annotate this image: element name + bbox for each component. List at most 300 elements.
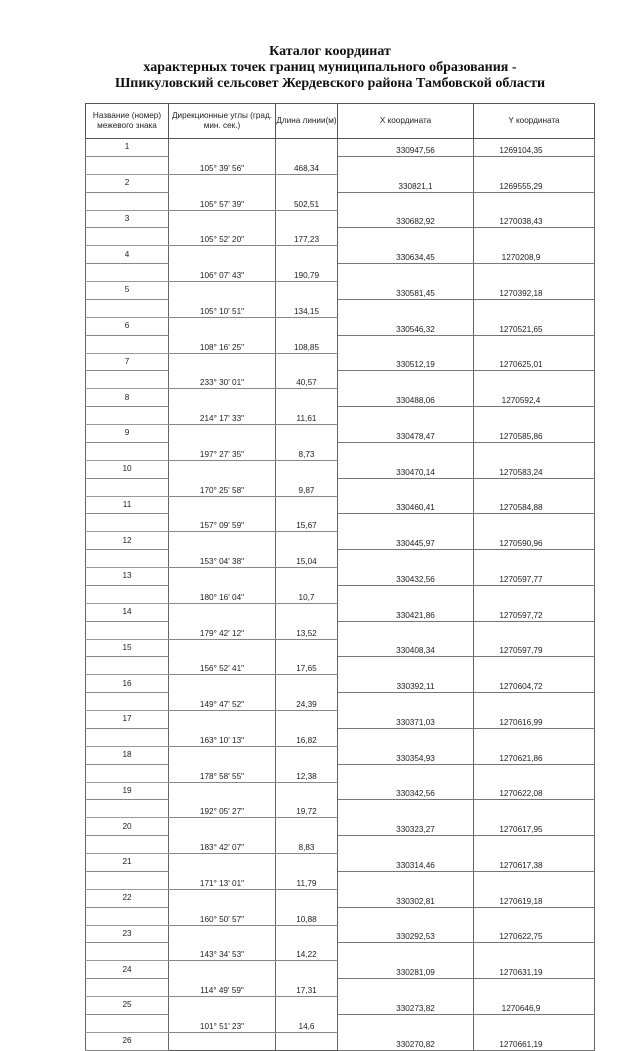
point-row: [86, 246, 595, 264]
length-cell-empty: [276, 425, 338, 443]
point-number: 12: [86, 532, 169, 550]
length-cell-empty: [276, 282, 338, 300]
y-cell-empty: [474, 478, 595, 496]
point-row: [86, 961, 595, 979]
point-number: 18: [86, 746, 169, 764]
segment-row: [86, 478, 595, 496]
y-cell-empty: [474, 156, 595, 174]
y-cell-empty: [474, 871, 595, 889]
y-coordinate: 1270597,72: [474, 603, 595, 621]
segment-name-empty: [86, 836, 169, 854]
point-row: [86, 210, 595, 228]
length-cell-empty: [276, 854, 338, 872]
x-cell-empty: [338, 800, 474, 818]
title-line-1: Каталог координат: [269, 44, 391, 59]
segment-name-empty: [86, 371, 169, 389]
segment-name-empty: [86, 907, 169, 925]
direction-angle: 105° 10' 51": [169, 299, 276, 317]
direction-angle: 183° 42' 07": [169, 836, 276, 854]
y-coordinate: 1269104,35: [474, 139, 595, 157]
segment-row: [86, 836, 595, 854]
line-length: 17,31: [276, 979, 338, 997]
direction-angle: 105° 52' 20": [169, 228, 276, 246]
header-length: Длина линии(м): [276, 104, 338, 139]
x-coordinate: 330432,56: [338, 568, 474, 586]
x-cell-empty: [338, 264, 474, 282]
direction-angle: 197° 27' 35": [169, 442, 276, 460]
point-number: 19: [86, 782, 169, 800]
line-length: 17,65: [276, 657, 338, 675]
x-coordinate: 330546,32: [338, 317, 474, 335]
y-coordinate: 1270585,86: [474, 425, 595, 443]
y-coordinate: 1270622,75: [474, 925, 595, 943]
segment-name-empty: [86, 800, 169, 818]
direction-angle: 163° 10' 13": [169, 728, 276, 746]
point-row: [86, 174, 595, 192]
point-number: 23: [86, 925, 169, 943]
x-coordinate: 330270,82: [338, 1032, 474, 1050]
length-cell-empty: [276, 317, 338, 335]
point-row: [86, 782, 595, 800]
y-cell-empty: [474, 192, 595, 210]
point-row: [86, 1032, 595, 1050]
point-row: [86, 425, 595, 443]
x-coordinate: 330371,03: [338, 711, 474, 729]
line-length: 12,38: [276, 764, 338, 782]
point-number: 22: [86, 889, 169, 907]
direction-angle: 192° 05' 27": [169, 800, 276, 818]
y-coordinate: 1270597,77: [474, 568, 595, 586]
length-cell-empty: [276, 889, 338, 907]
x-coordinate: 330488,06: [338, 389, 474, 407]
line-length: 134,15: [276, 299, 338, 317]
y-cell-empty: [474, 228, 595, 246]
direction-angle: 106° 07' 43": [169, 264, 276, 282]
point-number: 15: [86, 639, 169, 657]
angle-cell-empty: [169, 997, 276, 1015]
segment-row: [86, 871, 595, 889]
point-row: [86, 854, 595, 872]
direction-angle: 180° 16' 04": [169, 585, 276, 603]
x-cell-empty: [338, 192, 474, 210]
segment-name-empty: [86, 728, 169, 746]
segment-name-empty: [86, 585, 169, 603]
angle-cell-empty: [169, 317, 276, 335]
x-coordinate: 330354,93: [338, 746, 474, 764]
point-number: 2: [86, 174, 169, 192]
angle-cell-empty: [169, 353, 276, 371]
y-cell-empty: [474, 299, 595, 317]
y-cell-empty: [474, 693, 595, 711]
segment-name-empty: [86, 657, 169, 675]
angle-cell-empty: [169, 425, 276, 443]
segment-name-empty: [86, 943, 169, 961]
segment-name-empty: [86, 442, 169, 460]
title-line-2: характерных точек границ муниципального образования -: [143, 60, 517, 75]
x-cell-empty: [338, 871, 474, 889]
table-body: [86, 139, 595, 1051]
x-cell-empty: [338, 299, 474, 317]
segment-name-empty: [86, 693, 169, 711]
point-number: 25: [86, 997, 169, 1015]
point-row: [86, 639, 595, 657]
y-cell-empty: [474, 1014, 595, 1032]
segment-name-empty: [86, 228, 169, 246]
point-row: [86, 568, 595, 586]
point-number: 11: [86, 496, 169, 514]
length-cell-empty: [276, 961, 338, 979]
y-coordinate: 1270619,18: [474, 889, 595, 907]
angle-cell-empty: [169, 782, 276, 800]
angle-cell-empty: [169, 961, 276, 979]
segment-row: [86, 800, 595, 818]
x-coordinate: 330634,45: [338, 246, 474, 264]
point-row: [86, 389, 595, 407]
x-cell-empty: [338, 156, 474, 174]
angle-cell-empty: [169, 1032, 276, 1050]
y-coordinate: 1270622,08: [474, 782, 595, 800]
point-row: [86, 925, 595, 943]
y-coordinate: 1270625,01: [474, 353, 595, 371]
x-coordinate: 330460,41: [338, 496, 474, 514]
segment-name-empty: [86, 192, 169, 210]
segment-name-empty: [86, 764, 169, 782]
angle-cell-empty: [169, 746, 276, 764]
header-y: Y координата: [474, 104, 595, 139]
length-cell-empty: [276, 353, 338, 371]
line-length: 108,85: [276, 335, 338, 353]
x-cell-empty: [338, 693, 474, 711]
line-length: 9,87: [276, 478, 338, 496]
direction-angle: 105° 39' 56": [169, 156, 276, 174]
y-coordinate: 1270646,9: [474, 997, 595, 1015]
y-cell-empty: [474, 407, 595, 425]
x-cell-empty: [338, 407, 474, 425]
x-cell-empty: [338, 943, 474, 961]
segment-row: [86, 407, 595, 425]
x-coordinate: 330682,92: [338, 210, 474, 228]
line-length: 11,61: [276, 407, 338, 425]
angle-cell-empty: [169, 818, 276, 836]
y-cell-empty: [474, 335, 595, 353]
y-cell-empty: [474, 442, 595, 460]
segment-row: [86, 156, 595, 174]
document-title: [80, 44, 580, 92]
segment-name-empty: [86, 407, 169, 425]
segment-name-empty: [86, 478, 169, 496]
x-coordinate: 330292,53: [338, 925, 474, 943]
angle-cell-empty: [169, 389, 276, 407]
x-cell-empty: [338, 335, 474, 353]
x-cell-empty: [338, 836, 474, 854]
line-length: 16,82: [276, 728, 338, 746]
length-cell-empty: [276, 389, 338, 407]
y-coordinate: 1270590,96: [474, 532, 595, 550]
length-cell-empty: [276, 210, 338, 228]
direction-angle: 170° 25' 58": [169, 478, 276, 496]
point-row: [86, 353, 595, 371]
direction-angle: 153° 04' 38": [169, 550, 276, 568]
segment-row: [86, 228, 595, 246]
line-length: 40,57: [276, 371, 338, 389]
x-cell-empty: [338, 1014, 474, 1032]
segment-name-empty: [86, 979, 169, 997]
y-coordinate: 1270617,95: [474, 818, 595, 836]
y-cell-empty: [474, 800, 595, 818]
header-name: Название (номер) межевого знака: [86, 104, 169, 139]
line-length: 468,34: [276, 156, 338, 174]
x-cell-empty: [338, 478, 474, 496]
x-coordinate: 330302,81: [338, 889, 474, 907]
point-number: 3: [86, 210, 169, 228]
x-coordinate: 330445,97: [338, 532, 474, 550]
direction-angle: 108° 16' 25": [169, 335, 276, 353]
segment-name-empty: [86, 621, 169, 639]
x-cell-empty: [338, 728, 474, 746]
angle-cell-empty: [169, 282, 276, 300]
y-coordinate: 1270208,9: [474, 246, 595, 264]
segment-row: [86, 907, 595, 925]
y-cell-empty: [474, 657, 595, 675]
y-cell-empty: [474, 621, 595, 639]
y-cell-empty: [474, 943, 595, 961]
segment-row: [86, 550, 595, 568]
segment-row: [86, 442, 595, 460]
x-coordinate: 330273,82: [338, 997, 474, 1015]
point-number: 6: [86, 317, 169, 335]
point-row: [86, 139, 595, 157]
direction-angle: 214° 17' 33": [169, 407, 276, 425]
point-number: 14: [86, 603, 169, 621]
length-cell-empty: [276, 997, 338, 1015]
angle-cell-empty: [169, 174, 276, 192]
direction-angle: 149° 47' 52": [169, 693, 276, 711]
direction-angle: 105° 57' 39": [169, 192, 276, 210]
point-number: 16: [86, 675, 169, 693]
segment-row: [86, 264, 595, 282]
point-number: 21: [86, 854, 169, 872]
y-coordinate: 1270584,88: [474, 496, 595, 514]
length-cell-empty: [276, 675, 338, 693]
line-length: 19,72: [276, 800, 338, 818]
length-cell-empty: [276, 246, 338, 264]
y-cell-empty: [474, 979, 595, 997]
point-number: 8: [86, 389, 169, 407]
x-coordinate: 330342,56: [338, 782, 474, 800]
angle-cell-empty: [169, 925, 276, 943]
line-length: 502,51: [276, 192, 338, 210]
direction-angle: 101° 51' 23": [169, 1014, 276, 1032]
segment-row: [86, 943, 595, 961]
x-coordinate: 330821,1: [338, 174, 474, 192]
point-number: 1: [86, 139, 169, 157]
x-cell-empty: [338, 979, 474, 997]
header-angle: Дирекционные углы (град. мин. сек.): [169, 104, 276, 139]
direction-angle: 160° 50' 57": [169, 907, 276, 925]
x-cell-empty: [338, 371, 474, 389]
segment-row: [86, 621, 595, 639]
angle-cell-empty: [169, 889, 276, 907]
segment-name-empty: [86, 550, 169, 568]
y-coordinate: 1270604,72: [474, 675, 595, 693]
angle-cell-empty: [169, 532, 276, 550]
point-number: 10: [86, 460, 169, 478]
length-cell-empty: [276, 711, 338, 729]
segment-row: [86, 371, 595, 389]
x-cell-empty: [338, 657, 474, 675]
point-number: 24: [86, 961, 169, 979]
x-cell-empty: [338, 442, 474, 460]
line-length: 15,04: [276, 550, 338, 568]
y-cell-empty: [474, 371, 595, 389]
angle-cell-empty: [169, 139, 276, 157]
coordinates-table: [85, 103, 595, 1051]
length-cell-empty: [276, 639, 338, 657]
length-cell-empty: [276, 818, 338, 836]
length-cell-empty: [276, 174, 338, 192]
x-cell-empty: [338, 621, 474, 639]
y-cell-empty: [474, 764, 595, 782]
direction-angle: 156° 52' 41": [169, 657, 276, 675]
direction-angle: 143° 34' 53": [169, 943, 276, 961]
segment-name-empty: [86, 1014, 169, 1032]
y-coordinate: 1270583,24: [474, 460, 595, 478]
point-row: [86, 603, 595, 621]
angle-cell-empty: [169, 675, 276, 693]
y-coordinate: 1270617,38: [474, 854, 595, 872]
y-cell-empty: [474, 514, 595, 532]
segment-row: [86, 764, 595, 782]
y-cell-empty: [474, 585, 595, 603]
segment-row: [86, 299, 595, 317]
segment-row: [86, 514, 595, 532]
x-coordinate: 330314,46: [338, 854, 474, 872]
x-cell-empty: [338, 907, 474, 925]
x-cell-empty: [338, 228, 474, 246]
line-length: 8,73: [276, 442, 338, 460]
segment-row: [86, 585, 595, 603]
point-row: [86, 496, 595, 514]
point-number: 26: [86, 1032, 169, 1050]
angle-cell-empty: [169, 460, 276, 478]
line-length: 14,6: [276, 1014, 338, 1032]
length-cell-empty: [276, 139, 338, 157]
line-length: 190,79: [276, 264, 338, 282]
y-coordinate: 1270631,19: [474, 961, 595, 979]
angle-cell-empty: [169, 639, 276, 657]
direction-angle: 171° 13' 01": [169, 871, 276, 889]
y-cell-empty: [474, 728, 595, 746]
length-cell-empty: [276, 460, 338, 478]
segment-row: [86, 192, 595, 210]
x-coordinate: 330421,86: [338, 603, 474, 621]
segment-row: [86, 335, 595, 353]
point-row: [86, 997, 595, 1015]
y-coordinate: 1270597,79: [474, 639, 595, 657]
line-length: 8,83: [276, 836, 338, 854]
point-row: [86, 711, 595, 729]
y-coordinate: 1270616,99: [474, 711, 595, 729]
point-number: 13: [86, 568, 169, 586]
angle-cell-empty: [169, 711, 276, 729]
y-coordinate: 1270521,65: [474, 317, 595, 335]
y-cell-empty: [474, 907, 595, 925]
angle-cell-empty: [169, 246, 276, 264]
x-cell-empty: [338, 514, 474, 532]
length-cell-empty: [276, 532, 338, 550]
header-x: X координата: [338, 104, 474, 139]
x-coordinate: 330470,14: [338, 460, 474, 478]
angle-cell-empty: [169, 496, 276, 514]
y-cell-empty: [474, 836, 595, 854]
angle-cell-empty: [169, 568, 276, 586]
title-line-3: Шпикуловский сельсовет Жердевского района Тамбовской области: [114, 76, 546, 91]
direction-angle: 179° 42' 12": [169, 621, 276, 639]
line-length: 24,39: [276, 693, 338, 711]
table-header-row: [86, 104, 595, 139]
x-coordinate: 330512,19: [338, 353, 474, 371]
angle-cell-empty: [169, 210, 276, 228]
length-cell-empty: [276, 1032, 338, 1050]
segment-name-empty: [86, 514, 169, 532]
line-length: 13,52: [276, 621, 338, 639]
x-coordinate: 330392,11: [338, 675, 474, 693]
direction-angle: 157° 09' 59": [169, 514, 276, 532]
y-cell-empty: [474, 550, 595, 568]
length-cell-empty: [276, 496, 338, 514]
x-cell-empty: [338, 764, 474, 782]
line-length: 10,88: [276, 907, 338, 925]
segment-name-empty: [86, 335, 169, 353]
point-row: [86, 746, 595, 764]
x-coordinate: 330323,27: [338, 818, 474, 836]
point-number: 20: [86, 818, 169, 836]
x-cell-empty: [338, 550, 474, 568]
segment-row: [86, 979, 595, 997]
length-cell-empty: [276, 603, 338, 621]
point-number: 17: [86, 711, 169, 729]
point-row: [86, 675, 595, 693]
angle-cell-empty: [169, 854, 276, 872]
y-coordinate: 1270621,86: [474, 746, 595, 764]
line-length: 10,7: [276, 585, 338, 603]
segment-row: [86, 693, 595, 711]
y-coordinate: 1270038,43: [474, 210, 595, 228]
x-cell-empty: [338, 585, 474, 603]
direction-angle: 233° 30' 01": [169, 371, 276, 389]
x-coordinate: 330581,45: [338, 282, 474, 300]
length-cell-empty: [276, 746, 338, 764]
segment-name-empty: [86, 299, 169, 317]
point-number: 7: [86, 353, 169, 371]
direction-angle: 114° 49' 59": [169, 979, 276, 997]
segment-row: [86, 1014, 595, 1032]
y-coordinate: 1270392,18: [474, 282, 595, 300]
direction-angle: 178° 58' 55": [169, 764, 276, 782]
point-row: [86, 818, 595, 836]
y-coordinate: 1269555,29: [474, 174, 595, 192]
length-cell-empty: [276, 782, 338, 800]
segment-row: [86, 657, 595, 675]
segment-name-empty: [86, 264, 169, 282]
segment-row: [86, 728, 595, 746]
point-row: [86, 282, 595, 300]
segment-name-empty: [86, 871, 169, 889]
x-coordinate: 330281,09: [338, 961, 474, 979]
line-length: 177,23: [276, 228, 338, 246]
point-number: 9: [86, 425, 169, 443]
y-coordinate: 1270661,19: [474, 1032, 595, 1050]
